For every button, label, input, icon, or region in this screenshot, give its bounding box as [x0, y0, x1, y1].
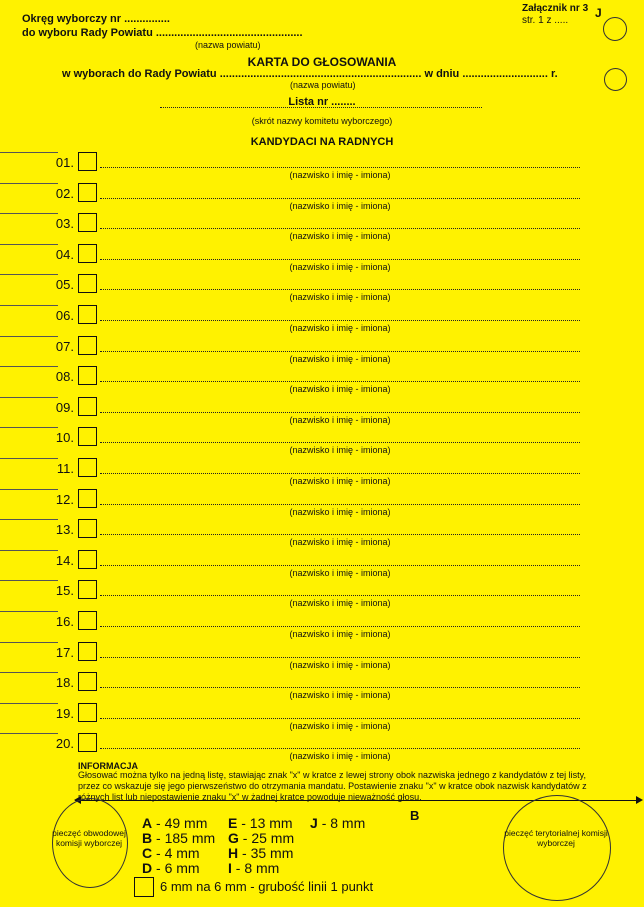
candidate-vote-box[interactable]: [78, 397, 97, 416]
row-guide-line: [0, 550, 58, 551]
dimension-entry: [228, 816, 293, 831]
candidate-name-hint: (nazwisko i imię - imiona): [289, 445, 391, 456]
committee-name-dots: [160, 107, 482, 108]
dimension-key: J: [310, 815, 318, 831]
candidate-name-hint: (nazwisko i imię - imiona): [289, 659, 391, 670]
council-election-line: do wyboru Rady Powiatu ................................................: [22, 27, 303, 39]
candidate-number: 18.: [55, 675, 74, 691]
candidate-vote-box[interactable]: [78, 642, 97, 661]
candidate-number: 17.: [55, 644, 74, 660]
county-name-hint-2: (nazwa powiatu): [290, 80, 356, 90]
row-guide-line: [0, 336, 58, 337]
stamp-territorial-commission: [503, 795, 611, 901]
candidate-vote-box[interactable]: [78, 336, 97, 355]
candidate-name-hint: (nazwisko i imię - imiona): [289, 170, 391, 180]
dimension-entry: [228, 831, 294, 846]
candidate-number: 05.: [55, 277, 74, 293]
dimension-key: E: [228, 815, 238, 831]
candidate-number: 08.: [55, 369, 74, 385]
dimension-table: [142, 816, 372, 876]
candidate-name-hint: (nazwisko i imię - imiona): [289, 629, 391, 639]
sample-check-box: [134, 877, 154, 897]
election-date-line: w wyborach do Rady Powiatu .................................................................. w dniu ............................ r.: [62, 68, 558, 80]
candidate-vote-box[interactable]: [78, 427, 97, 446]
row-guide-line: [0, 733, 58, 734]
candidate-name-line: [100, 534, 580, 535]
row-guide-line: [0, 458, 58, 459]
dimension-entry: [228, 846, 293, 861]
dimension-value: - 35 mm: [242, 845, 294, 861]
row-guide-line: [0, 703, 58, 704]
candidate-number: 15.: [55, 583, 74, 599]
candidate-name-line: [100, 289, 580, 290]
candidate-name-line: [100, 259, 580, 260]
candidate-name-line: [100, 320, 580, 321]
candidate-name-line: [100, 198, 580, 199]
candidate-name-line: [100, 351, 580, 352]
dimension-key: B: [142, 830, 153, 846]
dimension-entry: [142, 816, 207, 831]
dimension-entry: [142, 831, 215, 846]
candidate-name-hint: (nazwisko i imię - imiona): [289, 323, 391, 333]
candidate-name-hint: (nazwisko i imię - imiona): [289, 598, 391, 609]
candidate-number: 02.: [55, 185, 74, 201]
info-heading: INFORMACJA: [78, 761, 138, 771]
candidate-name-line: [100, 718, 580, 719]
row-guide-line: [0, 580, 58, 581]
row-guide-line: [0, 642, 58, 643]
candidate-vote-box[interactable]: [78, 580, 97, 599]
dimension-b-label: B: [410, 808, 420, 823]
dimension-value: - 4 mm: [156, 845, 200, 861]
punch-hole-circle: [604, 68, 627, 91]
candidate-vote-box[interactable]: [78, 244, 97, 263]
dimension-entry: [142, 861, 200, 876]
dimension-value: - 185 mm: [156, 830, 216, 846]
candidate-vote-box[interactable]: [78, 489, 97, 508]
candidate-name-line: [100, 473, 580, 474]
candidate-name-hint: (nazwisko i imię - imiona): [289, 414, 391, 425]
candidate-name-hint: (nazwisko i imię - imiona): [289, 751, 391, 762]
candidate-name-hint: (nazwisko i imię - imiona): [289, 690, 391, 701]
candidate-name-hint: (nazwisko i imię - imiona): [289, 292, 391, 303]
candidate-number: 06.: [55, 308, 74, 323]
candidate-vote-box[interactable]: [78, 733, 97, 752]
candidate-name-hint: (nazwisko i imię - imiona): [289, 353, 391, 364]
candidate-name-line: [100, 687, 580, 688]
candidate-name-hint: (nazwisko i imię - imiona): [289, 231, 391, 242]
candidate-name-line: [100, 748, 580, 749]
candidate-number: 03.: [55, 216, 74, 232]
candidate-name-hint: (nazwisko i imię - imiona): [289, 261, 391, 272]
candidate-vote-box[interactable]: [78, 672, 97, 691]
candidate-name-line: [100, 595, 580, 596]
row-guide-line: [0, 489, 58, 490]
candidate-name-hint: (nazwisko i imię - imiona): [289, 476, 391, 486]
candidate-name-line: [100, 442, 580, 443]
row-guide-line: [0, 672, 58, 673]
list-number: Lista nr ........: [288, 96, 356, 108]
row-guide-line: [0, 213, 58, 214]
candidate-vote-box[interactable]: [78, 213, 97, 232]
candidate-vote-box[interactable]: [78, 611, 97, 630]
row-guide-line: [0, 519, 58, 520]
box-spec-text: 6 mm na 6 mm - grubość linii 1 punkt: [160, 879, 374, 894]
candidate-number: 14.: [55, 552, 74, 568]
row-guide-line: [0, 183, 58, 184]
candidate-number: 10.: [55, 430, 74, 446]
attachment-label: Załącznik nr 3: [522, 3, 589, 14]
candidate-number: 12.: [55, 491, 74, 507]
page-counter: str. 1 z .....: [522, 15, 569, 26]
ballot-title: KARTA DO GŁOSOWANIA: [247, 55, 397, 69]
dimension-entry: [228, 861, 279, 876]
candidate-number: 11.: [56, 461, 74, 476]
candidate-name-hint: (nazwisko i imię - imiona): [289, 200, 391, 211]
candidates-heading: KANDYDACI NA RADNYCH: [250, 136, 394, 148]
candidate-name-line: [100, 167, 580, 168]
corner-marker-j: J: [595, 6, 602, 20]
candidate-vote-box[interactable]: [78, 519, 97, 538]
candidate-number: 07.: [55, 338, 74, 354]
county-name-hint: (nazwa powiatu): [195, 40, 261, 50]
candidate-name-line: [100, 228, 580, 229]
corner-cut-circle: [603, 17, 627, 41]
dimension-entry: [310, 816, 365, 831]
candidate-number: 04.: [55, 246, 74, 262]
district-number-line: Okręg wyborczy nr ...............: [22, 13, 170, 25]
candidate-vote-box[interactable]: [78, 274, 97, 293]
candidate-number: 16.: [55, 614, 74, 629]
row-guide-line: [0, 244, 58, 245]
candidate-vote-box[interactable]: [78, 550, 97, 569]
candidate-vote-box[interactable]: [78, 703, 97, 722]
candidate-number: 13.: [55, 522, 74, 538]
row-guide-line: [0, 427, 58, 428]
stamp-territorial-text: pieczęć terytorialnej komisji wyborczej: [504, 828, 608, 848]
candidate-name-hint: (nazwisko i imię - imiona): [289, 506, 391, 517]
dimension-key: G: [228, 830, 239, 846]
dimension-value: - 8 mm: [235, 860, 280, 876]
candidate-number: 20.: [55, 736, 74, 752]
candidate-vote-box[interactable]: [78, 305, 97, 324]
candidate-name-hint: (nazwisko i imię - imiona): [289, 567, 391, 578]
candidate-vote-box[interactable]: [78, 366, 97, 385]
info-text: Głosować można tylko na jedną listę, stawiając znak "x" w kratce z lewej strony obok nazwiska jednego z kandydatów z tej listy, przez co wskazuje się jego pierwszeństwo do otrzymania mandatu. Postawienie znaku "x" w kratce obok nazwisk kandydatów z różnych list lub niepostawienie znaku "x" w żadnej kratce powoduje nieważność głosu.: [78, 770, 587, 802]
candidate-vote-box[interactable]: [78, 152, 97, 171]
candidate-name-line: [100, 381, 580, 382]
dimension-value: - 8 mm: [321, 815, 366, 831]
candidate-name-line: [100, 412, 580, 413]
dimension-key: D: [142, 860, 153, 876]
candidate-name-line: [100, 657, 580, 658]
candidate-name-hint: (nazwisko i imię - imiona): [289, 720, 391, 731]
candidate-vote-box[interactable]: [78, 458, 97, 477]
candidate-name-hint: (nazwisko i imię - imiona): [289, 537, 391, 548]
dimension-value: - 25 mm: [242, 830, 295, 846]
dimension-value: - 6 mm: [156, 860, 200, 876]
row-guide-line: [0, 152, 58, 153]
dimension-key: A: [142, 815, 153, 831]
candidate-number: 09.: [55, 399, 74, 415]
candidate-name-hint: (nazwisko i imię - imiona): [289, 384, 391, 395]
dimension-key: C: [142, 845, 153, 861]
committee-hint: (skrót nazwy komitetu wyborczego): [251, 116, 393, 126]
candidate-number: 01.: [55, 155, 74, 170]
dimension-key: I: [228, 860, 232, 876]
arrow-right-head: [636, 796, 643, 804]
row-guide-line: [0, 274, 58, 275]
row-guide-line: [0, 305, 58, 306]
candidate-name-line: [100, 565, 580, 566]
row-guide-line: [0, 366, 58, 367]
candidate-name-line: [100, 626, 580, 627]
candidate-name-line: [100, 504, 580, 505]
dimension-key: H: [228, 845, 239, 861]
dimension-value: - 13 mm: [241, 815, 293, 831]
dimension-entry: [142, 846, 200, 861]
row-guide-line: [0, 611, 58, 612]
stamp-district-text: pieczęć obwodowej komisji wyborczej: [52, 828, 126, 848]
candidate-number: 19.: [55, 705, 74, 721]
row-guide-line: [0, 397, 58, 398]
dimension-value: - 49 mm: [156, 815, 208, 831]
candidate-vote-box[interactable]: [78, 183, 97, 202]
